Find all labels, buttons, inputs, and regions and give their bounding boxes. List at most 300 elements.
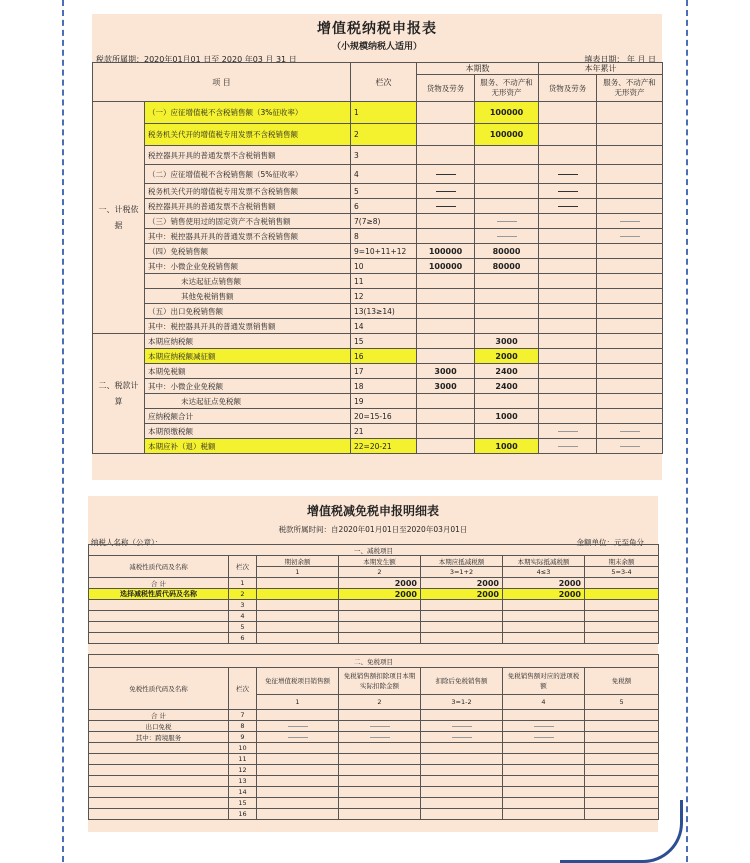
table-row — [93, 424, 663, 439]
row-label: （四）免税销售额 — [145, 244, 351, 259]
ytd-services-value — [597, 364, 663, 379]
exemption-amount — [585, 765, 659, 776]
exemption-code-name: 合 计 — [89, 710, 229, 721]
ytd-goods-value — [539, 214, 597, 229]
amount-unit: 金额单位：元至角分 — [576, 538, 644, 547]
exemption-amount — [585, 721, 659, 732]
exemption-header: 免税销售额对应的进项税额 — [503, 668, 585, 695]
reduction-amount: 2000 — [339, 589, 421, 600]
exemption-amount — [257, 809, 339, 820]
group-tax-calculation: 二、税款计算 — [93, 334, 145, 454]
not-applicable-dash — [417, 184, 475, 199]
exemption-line-number: 8 — [229, 721, 257, 732]
reduction-amount — [339, 622, 421, 633]
current-services-value — [475, 424, 539, 439]
exemption-amount — [339, 776, 421, 787]
row-label: （一）应征增值税不含税销售额（3%征收率） — [145, 102, 351, 124]
table-row — [93, 379, 663, 394]
ytd-goods-value — [539, 244, 597, 259]
reduction-code-name — [89, 600, 229, 611]
row-label: 本期应纳税额减征额 — [145, 349, 351, 364]
current-goods-value — [417, 274, 475, 289]
not-applicable-dash — [539, 184, 597, 199]
exemption-amount — [421, 743, 503, 754]
current-services-value — [475, 289, 539, 304]
table-row — [93, 394, 663, 409]
current-goods-value: 100000 — [417, 244, 475, 259]
table-row — [89, 622, 659, 633]
reduction-amount — [421, 600, 503, 611]
ytd-goods-value — [539, 289, 597, 304]
current-services-value: 1000 — [475, 409, 539, 424]
exemption-amount — [503, 754, 585, 765]
table-row — [89, 787, 659, 798]
row-label: 其中：小微企业免税额 — [145, 379, 351, 394]
exemption-code-name — [89, 743, 229, 754]
table-row — [93, 319, 663, 334]
ytd-services-value — [597, 274, 663, 289]
reduction-amount — [503, 611, 585, 622]
ytd-goods-value — [539, 379, 597, 394]
row-line-number: 17 — [351, 364, 417, 379]
ytd-services-value — [597, 379, 663, 394]
reduction-header: 栏次 — [229, 556, 257, 578]
ytd-goods-value — [539, 304, 597, 319]
exemption-amount — [585, 787, 659, 798]
ytd-goods-value — [539, 229, 597, 244]
not-applicable-dash — [539, 439, 597, 454]
row-label: 其中：小微企业免税销售额 — [145, 259, 351, 274]
not-applicable-dash — [503, 732, 585, 743]
ytd-services-value — [597, 304, 663, 319]
fill-date: 填表日期： 年 月 日 — [584, 55, 656, 64]
reduction-amount — [421, 633, 503, 644]
table-row — [89, 600, 659, 611]
row-label: 未达起征点免税额 — [145, 394, 351, 409]
exemption-amount — [257, 710, 339, 721]
exemption-code-name — [89, 798, 229, 809]
row-line-number: 1 — [351, 102, 417, 124]
exemption-line-number: 14 — [229, 787, 257, 798]
row-line-number: 4 — [351, 165, 417, 184]
current-services-value — [475, 199, 539, 214]
reduction-amount — [421, 622, 503, 633]
table-row — [89, 809, 659, 820]
current-goods-value — [417, 146, 475, 165]
reduction-line-number: 4 — [229, 611, 257, 622]
exemption-amount — [585, 809, 659, 820]
current-goods-value — [417, 304, 475, 319]
reduction-code-name — [89, 633, 229, 644]
row-line-number: 3 — [351, 146, 417, 165]
exemption-line-number: 7 — [229, 710, 257, 721]
current-goods-value — [417, 334, 475, 349]
row-label: 应纳税额合计 — [145, 409, 351, 424]
not-applicable-dash — [257, 721, 339, 732]
reduction-amount — [339, 633, 421, 644]
reduction-amount — [257, 600, 339, 611]
taxpayer-name: 纳税人名称（公章）： — [91, 538, 163, 547]
reduction-amount — [257, 633, 339, 644]
row-label: （五）出口免税销售额 — [145, 304, 351, 319]
current-services-value: 3000 — [475, 334, 539, 349]
reduction-column-index: 4≤3 — [503, 567, 585, 578]
current-goods-value — [417, 102, 475, 124]
exemption-line-number: 10 — [229, 743, 257, 754]
table-row — [93, 244, 663, 259]
ytd-services-value — [597, 124, 663, 146]
exemption-amount — [585, 798, 659, 809]
exemption-code-name: 出口免税 — [89, 721, 229, 732]
exemption-amount — [503, 743, 585, 754]
current-goods-value — [417, 214, 475, 229]
exemption-amount — [257, 765, 339, 776]
row-line-number: 21 — [351, 424, 417, 439]
current-services-value — [475, 274, 539, 289]
exemption-code-name — [89, 787, 229, 798]
not-applicable-dash — [417, 199, 475, 214]
table-row — [89, 743, 659, 754]
row-line-number: 13(13≥14) — [351, 304, 417, 319]
current-goods-value: 3000 — [417, 379, 475, 394]
exemption-amount — [421, 798, 503, 809]
exemption-header: 栏次 — [229, 668, 257, 710]
section-exemption-title: 二、免税项目 — [89, 655, 659, 668]
reduction-amount — [339, 611, 421, 622]
form1-title: 增值税纳税申报表 — [317, 21, 437, 37]
row-line-number: 6 — [351, 199, 417, 214]
ytd-services-value — [597, 244, 663, 259]
table-row — [93, 199, 663, 214]
table-row — [93, 165, 663, 184]
current-services-value — [475, 184, 539, 199]
exemption-code-name — [89, 809, 229, 820]
reduction-amount — [257, 611, 339, 622]
exemption-code-name: 其中：跨境服务 — [89, 732, 229, 743]
exemption-amount — [585, 710, 659, 721]
not-applicable-dash — [539, 165, 597, 184]
not-applicable-dash — [539, 424, 597, 439]
reduction-amount: 2000 — [421, 578, 503, 589]
reduction-line-number: 6 — [229, 633, 257, 644]
exemption-amount — [257, 787, 339, 798]
row-line-number: 5 — [351, 184, 417, 199]
reduction-line-number: 2 — [229, 589, 257, 600]
exemption-amount — [339, 798, 421, 809]
ytd-goods-value — [539, 394, 597, 409]
left-dashed-border — [62, 0, 64, 862]
reduction-amount: 2000 — [339, 578, 421, 589]
not-applicable-dash — [597, 229, 663, 244]
header-item: 项 目 — [93, 63, 351, 102]
exemption-amount — [585, 743, 659, 754]
exemption-amount — [503, 798, 585, 809]
tax-relief-detail-form — [88, 496, 658, 832]
vat-return-table — [92, 62, 663, 454]
reduction-header: 期末余额 — [585, 556, 659, 567]
not-applicable-dash — [257, 732, 339, 743]
exemption-header: 免税额 — [585, 668, 659, 695]
ytd-services-value — [597, 184, 663, 199]
not-applicable-dash — [597, 214, 663, 229]
exemption-amount — [421, 765, 503, 776]
exemption-column-index: 4 — [503, 695, 585, 710]
exemption-amount — [503, 710, 585, 721]
exemption-line-number: 11 — [229, 754, 257, 765]
row-line-number: 18 — [351, 379, 417, 394]
group-tax-basis: 一、计税依据 — [93, 102, 145, 334]
exemption-amount — [421, 809, 503, 820]
row-label: （二）应征增值税不含税销售额（5%征收率） — [145, 165, 351, 184]
table-row — [93, 289, 663, 304]
current-services-value — [475, 319, 539, 334]
reduction-amount — [503, 600, 585, 611]
vat-return-form — [92, 14, 662, 480]
exemption-code-name — [89, 765, 229, 776]
reduction-code-name — [89, 611, 229, 622]
row-label: 本期应纳税额 — [145, 334, 351, 349]
reduction-header: 本期实际抵减税额 — [503, 556, 585, 567]
row-line-number: 7(7≥8) — [351, 214, 417, 229]
reduction-header: 期初余额 — [257, 556, 339, 567]
tax-exemption-table — [88, 654, 659, 820]
table-row — [89, 710, 659, 721]
reduction-amount — [585, 622, 659, 633]
row-label: 其他免税销售额 — [145, 289, 351, 304]
table-row — [89, 732, 659, 743]
table-row — [93, 146, 663, 165]
row-label: 税控器具开具的普通发票不含税销售额 — [145, 199, 351, 214]
exemption-amount — [503, 765, 585, 776]
current-services-value — [475, 304, 539, 319]
table-row — [93, 439, 663, 454]
current-goods-value: 3000 — [417, 364, 475, 379]
reduction-amount: 2000 — [503, 578, 585, 589]
tax-reduction-table — [88, 544, 659, 644]
reduction-code-name: 选择减税性质代码及名称 — [89, 589, 229, 600]
not-applicable-dash — [339, 732, 421, 743]
ytd-services-value — [597, 289, 663, 304]
reduction-amount — [503, 633, 585, 644]
ytd-services-value — [597, 102, 663, 124]
current-goods-value — [417, 124, 475, 146]
row-line-number: 16 — [351, 349, 417, 364]
section-reduction-title: 一、减税项目 — [89, 545, 659, 556]
table-row — [93, 102, 663, 124]
row-line-number: 8 — [351, 229, 417, 244]
reduction-amount — [257, 622, 339, 633]
reduction-amount — [257, 589, 339, 600]
row-label: 本期免税额 — [145, 364, 351, 379]
reduction-code-name: 合 计 — [89, 578, 229, 589]
table-row — [89, 589, 659, 600]
header-ytd: 本年累计 — [539, 63, 663, 75]
ytd-services-value — [597, 165, 663, 184]
table-row — [93, 184, 663, 199]
ytd-goods-value — [539, 409, 597, 424]
table-row — [93, 214, 663, 229]
exemption-amount — [585, 776, 659, 787]
reduction-column-index: 1 — [257, 567, 339, 578]
form2-period: 税款所属时间：自2020年01月01日至2020年03月01日 — [278, 525, 468, 534]
current-services-value: 80000 — [475, 259, 539, 274]
exemption-amount — [339, 787, 421, 798]
table-row — [89, 578, 659, 589]
table-row — [93, 124, 663, 146]
row-label: 税务机关代开的增值税专用发票不含税销售额 — [145, 184, 351, 199]
reduction-column-index: 5=3-4 — [585, 567, 659, 578]
row-label: 本期预缴税额 — [145, 424, 351, 439]
row-line-number: 14 — [351, 319, 417, 334]
exemption-column-index: 5 — [585, 695, 659, 710]
ytd-services-value — [597, 334, 663, 349]
exemption-amount — [585, 754, 659, 765]
ytd-goods-value — [539, 349, 597, 364]
ytd-goods-value — [539, 102, 597, 124]
exemption-amount — [585, 732, 659, 743]
current-services-value: 80000 — [475, 244, 539, 259]
tax-period-label: 税款所属期： — [96, 55, 144, 64]
exemption-amount — [421, 776, 503, 787]
exemption-amount — [503, 776, 585, 787]
header-current: 本期数 — [417, 63, 539, 75]
exemption-amount — [503, 809, 585, 820]
not-applicable-dash — [417, 165, 475, 184]
exemption-amount — [503, 787, 585, 798]
current-services-value: 2400 — [475, 364, 539, 379]
table-row — [89, 721, 659, 732]
right-dashed-border — [686, 0, 688, 862]
table-row — [89, 776, 659, 787]
exemption-amount — [421, 710, 503, 721]
ytd-services-value — [597, 349, 663, 364]
exemption-amount — [257, 776, 339, 787]
reduction-line-number: 1 — [229, 578, 257, 589]
reduction-header: 本期应抵减税额 — [421, 556, 503, 567]
not-applicable-dash — [339, 721, 421, 732]
table-row — [93, 304, 663, 319]
reduction-code-name — [89, 622, 229, 633]
current-services-value: 100000 — [475, 102, 539, 124]
reduction-amount — [257, 578, 339, 589]
header-ytd-goods: 货物及劳务 — [539, 75, 597, 102]
exemption-line-number: 15 — [229, 798, 257, 809]
row-line-number: 15 — [351, 334, 417, 349]
ytd-goods-value — [539, 259, 597, 274]
not-applicable-dash — [503, 721, 585, 732]
current-goods-value — [417, 289, 475, 304]
exemption-line-number: 12 — [229, 765, 257, 776]
ytd-services-value — [597, 199, 663, 214]
row-label: （三）销售使用过的固定资产不含税销售额 — [145, 214, 351, 229]
reduction-amount — [585, 589, 659, 600]
current-goods-value — [417, 319, 475, 334]
exemption-column-index: 3=1-2 — [421, 695, 503, 710]
row-line-number: 11 — [351, 274, 417, 289]
ytd-goods-value — [539, 274, 597, 289]
row-label: 其中：税控器具开具的普通发票不含税销售额 — [145, 229, 351, 244]
current-services-value — [475, 146, 539, 165]
row-label: 本期应补（退）税额 — [145, 439, 351, 454]
exemption-line-number: 9 — [229, 732, 257, 743]
ytd-goods-value — [539, 124, 597, 146]
table-row — [93, 349, 663, 364]
table-row — [89, 754, 659, 765]
current-services-value — [475, 394, 539, 409]
table-row — [93, 259, 663, 274]
reduction-amount — [585, 633, 659, 644]
table-row — [93, 229, 663, 244]
reduction-amount — [585, 578, 659, 589]
reduction-line-number: 3 — [229, 600, 257, 611]
row-line-number: 20=15-16 — [351, 409, 417, 424]
exemption-amount — [339, 809, 421, 820]
header-goods: 货物及劳务 — [417, 75, 475, 102]
exemption-code-name — [89, 754, 229, 765]
current-goods-value — [417, 409, 475, 424]
current-services-value: 2400 — [475, 379, 539, 394]
row-line-number: 22=20-21 — [351, 439, 417, 454]
current-goods-value — [417, 229, 475, 244]
exemption-amount — [421, 787, 503, 798]
exemption-amount — [339, 765, 421, 776]
row-label: 未达起征点销售额 — [145, 274, 351, 289]
ytd-goods-value — [539, 146, 597, 165]
current-goods-value — [417, 439, 475, 454]
reduction-amount — [339, 600, 421, 611]
exemption-line-number: 13 — [229, 776, 257, 787]
current-services-value: 2000 — [475, 349, 539, 364]
row-line-number: 12 — [351, 289, 417, 304]
row-line-number: 19 — [351, 394, 417, 409]
current-goods-value — [417, 424, 475, 439]
ytd-goods-value — [539, 319, 597, 334]
exemption-header: 免税性质代码及名称 — [89, 668, 229, 710]
current-goods-value — [417, 394, 475, 409]
table-row — [89, 765, 659, 776]
reduction-amount — [503, 622, 585, 633]
form2-title: 增值税减免税申报明细表 — [306, 504, 439, 518]
ytd-services-value — [597, 319, 663, 334]
reduction-line-number: 5 — [229, 622, 257, 633]
ytd-services-value — [597, 259, 663, 274]
not-applicable-dash — [475, 229, 539, 244]
row-line-number: 10 — [351, 259, 417, 274]
header-line: 栏次 — [351, 63, 417, 102]
ytd-services-value — [597, 409, 663, 424]
table-row — [93, 274, 663, 289]
current-services-value — [475, 165, 539, 184]
reduction-column-index: 2 — [339, 567, 421, 578]
reduction-header: 减税性质代码及名称 — [89, 556, 229, 578]
exemption-amount — [339, 754, 421, 765]
table-row — [93, 409, 663, 424]
exemption-amount — [421, 754, 503, 765]
exemption-amount — [339, 743, 421, 754]
row-line-number: 2 — [351, 124, 417, 146]
not-applicable-dash — [421, 721, 503, 732]
exemption-header: 免税销售额扣除项目本期实际扣除金额 — [339, 668, 421, 695]
reduction-amount: 2000 — [421, 589, 503, 600]
form1-subtitle: （小规模纳税人适用） — [331, 42, 422, 52]
reduction-column-index: 3=1+2 — [421, 567, 503, 578]
row-label: 税务机关代开的增值税专用发票不含税销售额 — [145, 124, 351, 146]
current-goods-value: 100000 — [417, 259, 475, 274]
header-services: 服务、不动产和无形资产 — [475, 75, 539, 102]
ytd-services-value — [597, 394, 663, 409]
current-services-value: 100000 — [475, 124, 539, 146]
table-row — [89, 633, 659, 644]
